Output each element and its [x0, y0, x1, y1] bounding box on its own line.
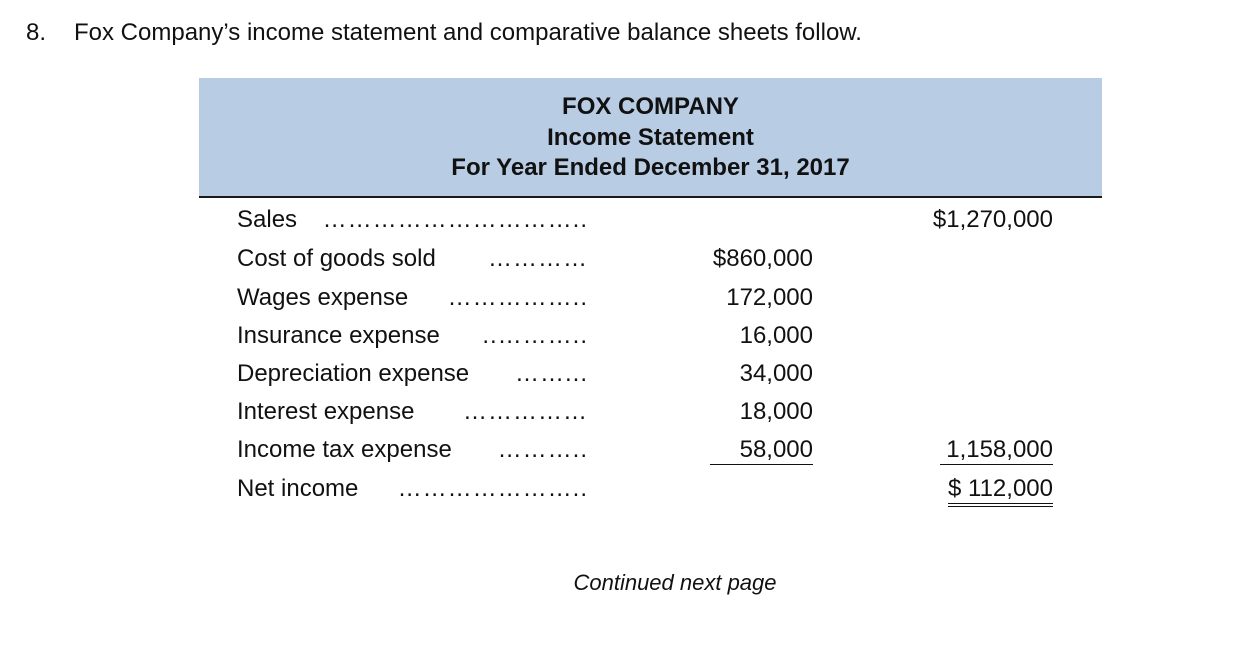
- row-sales: [0, 201, 1260, 239]
- amount-column-1: [710, 431, 813, 469]
- statement-title: Income Statement: [547, 124, 754, 151]
- amount-column-1: 18,000: [739, 398, 813, 425]
- leader-dots: ..………..: [482, 322, 588, 349]
- row-label: Depreciation expense: [237, 360, 470, 387]
- row-depreciation-expense: [0, 355, 1260, 393]
- row-cost-of-goods-sold: [0, 240, 1260, 278]
- statement-header: [199, 78, 1102, 198]
- amount-column-2: $1,270,000: [932, 206, 1053, 233]
- row-label: Net income: [237, 475, 359, 502]
- amount-column-2: [940, 431, 1053, 469]
- leader-dots: ……………: [463, 398, 588, 425]
- row-label: Interest expense: [237, 398, 415, 425]
- row-wages-expense: [0, 279, 1260, 317]
- continued-note: Continued next page: [573, 570, 777, 595]
- row-net-income: [0, 470, 1260, 508]
- row-label: Wages expense: [237, 284, 409, 311]
- row-label: Income tax expense: [237, 436, 452, 463]
- amount-column-1: $860,000: [712, 245, 813, 272]
- amount-column-2: [948, 470, 1053, 508]
- row-label: Cost of goods sold: [237, 245, 436, 272]
- leader-dots: ……………..: [447, 284, 588, 311]
- leader-dots: …………: [488, 245, 588, 272]
- leader-dots: ……...: [514, 360, 588, 387]
- statement-period: For Year Ended December 31, 2017: [451, 154, 850, 181]
- company-name: FOX COMPANY: [562, 93, 739, 120]
- question-number: 8.: [26, 19, 47, 46]
- row-label: Sales: [237, 206, 298, 233]
- double-underlined-net-income: $ 112,000: [948, 475, 1053, 507]
- leader-dots: …………………..: [397, 475, 588, 502]
- leader-dots: ………..: [497, 436, 588, 463]
- row-income-tax-expense: [0, 431, 1260, 469]
- amount-column-1: 16,000: [739, 322, 813, 349]
- row-label: Insurance expense: [237, 322, 440, 349]
- underlined-total-expenses: 1,158,000: [940, 436, 1053, 465]
- question-prompt: Fox Company’s income statement and comparative balance sheets follow.: [74, 19, 862, 46]
- row-insurance-expense: [0, 317, 1260, 355]
- underlined-subtotal-amount: 58,000: [710, 436, 813, 465]
- leader-dots: …………………………..: [322, 206, 588, 233]
- amount-column-1: 172,000: [726, 284, 813, 311]
- row-interest-expense: [0, 393, 1260, 431]
- amount-column-1: 34,000: [739, 360, 813, 387]
- question-text: [26, 18, 862, 48]
